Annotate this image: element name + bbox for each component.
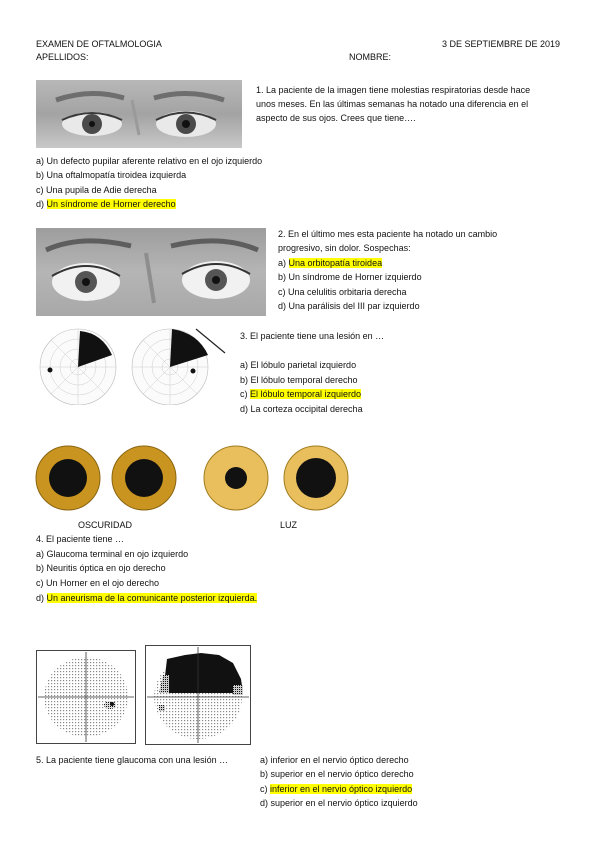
exam-date: 3 DE SEPTIEMBRE DE 2019 bbox=[442, 39, 561, 49]
q3-option-a: a) El lóbulo parietal izquierdo bbox=[240, 360, 357, 370]
q1-option-c: c) Una pupila de Adie derecha bbox=[36, 185, 157, 195]
q4-answer-highlight: Un aneurisma de la comunicante posterior izquierda. bbox=[46, 593, 258, 603]
perimetry-chart-right bbox=[145, 645, 251, 745]
q1-option-b: b) Una oftalmopatía tiroidea izquierda bbox=[36, 170, 187, 180]
q3-option-c: c) El lóbulo temporal izquierdo bbox=[240, 389, 362, 399]
visual-field-diagrams bbox=[30, 325, 230, 405]
q1-option-a: a) Un defecto pupilar aferente relativo en el ojo izquierdo bbox=[36, 156, 263, 166]
q4-option-d: d) Un aneurisma de la comunicante posterior izquierda. bbox=[36, 593, 258, 603]
q4-option-c: c) Un Horner en el ojo derecho bbox=[36, 578, 160, 588]
q2-option-d: d) Una parálisis del III par izquierdo bbox=[278, 301, 420, 311]
perimetry-chart-left bbox=[36, 650, 136, 744]
q4-option-a: a) Glaucoma terminal en ojo izquierdo bbox=[36, 549, 189, 559]
q1-answer-highlight: Un síndrome de Horner derecho bbox=[46, 199, 176, 209]
q1-stem-line3: aspecto de sus ojos. Crees que tiene…. bbox=[256, 113, 416, 123]
q2-stem-line1: 2. En el último mes esta paciente ha notado un cambio bbox=[278, 229, 498, 239]
q2-stem-line2: progresivo, sin dolor. Sospechas: bbox=[278, 243, 411, 253]
label-light: LUZ bbox=[280, 520, 298, 530]
q5-answer-highlight: inferior en el nervio óptico izquierdo bbox=[270, 784, 413, 794]
q5-option-c: c) inferior en el nervio óptico izquierdo bbox=[260, 784, 413, 794]
q1-option-d: d) Un síndrome de Horner derecho bbox=[36, 199, 176, 209]
pupil-diagrams bbox=[30, 444, 360, 514]
q2-option-c: c) Una celulitis orbitaria derecha bbox=[278, 287, 407, 297]
surname-label: APELLIDOS: bbox=[36, 52, 89, 62]
q1-stem-line2: unos meses. En las últimas semanas ha notado una diferencia en el bbox=[256, 99, 529, 109]
q3-answer-highlight: El lóbulo temporal izquierdo bbox=[250, 389, 362, 399]
q2-answer-highlight: Una orbitopatía tiroidea bbox=[288, 258, 383, 268]
exam-title: EXAMEN DE OFTALMOLOGIA bbox=[36, 39, 162, 49]
q5-option-b: b) superior en el nervio óptico derecho bbox=[260, 769, 414, 779]
q4-stem: 4. El paciente tiene … bbox=[36, 534, 125, 544]
pupil-dark-right-eye bbox=[36, 446, 100, 510]
q5-option-d: d) superior en el nervio óptico izquierdo bbox=[260, 798, 418, 808]
q1-stem-line1: 1. La paciente de la imagen tiene molestias respiratorias desde hace bbox=[256, 85, 531, 95]
patient-eyes-photo-2 bbox=[36, 228, 266, 316]
patient-eyes-photo-1 bbox=[36, 80, 242, 148]
q4-option-b: b) Neuritis óptica en ojo derecho bbox=[36, 563, 166, 573]
q3-option-d: d) La corteza occipital derecha bbox=[240, 404, 363, 414]
pupil-light-right-eye bbox=[204, 446, 268, 510]
q2-option-a: a) Una orbitopatía tiroidea bbox=[278, 258, 383, 268]
label-darkness: OSCURIDAD bbox=[78, 520, 133, 530]
name-label: NOMBRE: bbox=[349, 52, 392, 62]
visual-field-left bbox=[40, 329, 116, 405]
q2-option-b: b) Un síndrome de Horner izquierdo bbox=[278, 272, 422, 282]
q5-option-a: a) inferior en el nervio óptico derecho bbox=[260, 755, 409, 765]
pupil-dark-left-eye bbox=[112, 446, 176, 510]
q5-stem: 5. La paciente tiene glaucoma con una lesión … bbox=[36, 755, 229, 765]
q3-stem: 3. El paciente tiene una lesión en … bbox=[240, 331, 385, 341]
visual-field-right bbox=[132, 329, 225, 405]
q3-option-b: b) El lóbulo temporal derecho bbox=[240, 375, 358, 385]
pupil-light-left-eye bbox=[284, 446, 348, 510]
